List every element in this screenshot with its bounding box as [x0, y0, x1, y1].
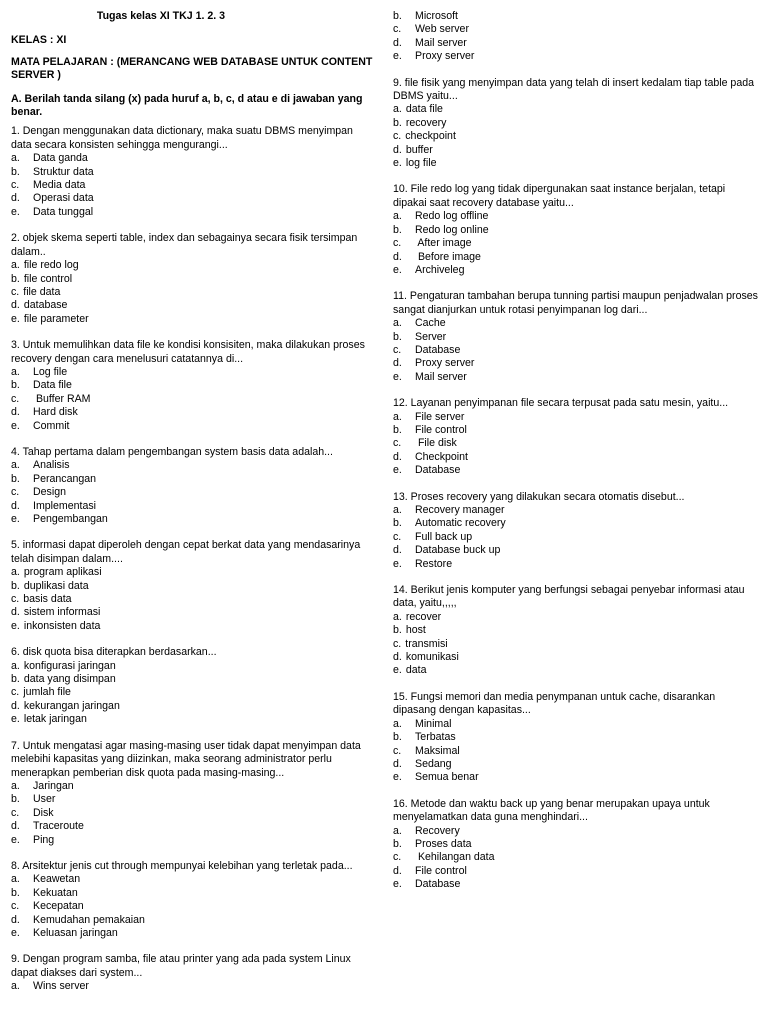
answer-option — [393, 558, 760, 571]
option-letter: e. — [11, 513, 20, 525]
option-text: konfigurasi jaringan — [23, 659, 116, 672]
question-block — [393, 290, 760, 384]
subject-label: MATA PELAJARAN : (MERANCANG WEB DATABASE UNTUK CONTENT SERVER ) — [11, 55, 373, 82]
question-text: 9. Dengan program samba, file atau printer yang ada pada system Linux dapat diakses dari system... — [11, 953, 351, 979]
answer-option — [393, 251, 760, 264]
answer-option — [11, 580, 376, 593]
answer-option — [11, 980, 376, 993]
option-letter: b. — [393, 423, 402, 436]
answer-option — [11, 406, 376, 419]
option-text: log file — [405, 157, 437, 170]
question-block — [393, 798, 760, 892]
option-letter: d. — [393, 864, 402, 877]
answer-option — [393, 464, 760, 477]
option-letter: b. — [11, 673, 20, 686]
option-text: Microsoft — [415, 10, 458, 22]
answer-option — [393, 851, 760, 864]
option-text: Disk — [33, 806, 54, 819]
answer-option — [11, 420, 376, 433]
option-text: Database — [415, 343, 461, 356]
option-text: After image — [415, 237, 472, 250]
option-text: data — [405, 664, 427, 677]
option-text: Buffer RAM — [33, 392, 91, 405]
option-text: Maksimal — [415, 744, 460, 757]
option-letter: e. — [393, 157, 402, 170]
answer-option — [11, 273, 376, 286]
option-letter: e. — [393, 664, 402, 677]
option-letter: e. — [393, 263, 402, 276]
option-text: File server — [415, 410, 465, 423]
option-letter: a. — [11, 980, 20, 993]
option-text: host — [405, 624, 426, 637]
option-text: Implementasi — [33, 499, 96, 512]
option-letter: c. — [393, 437, 402, 450]
option-text: File disk — [415, 437, 457, 450]
question-text: 8. Arsitektur jenis cut through mempunyai kelebihan yang terletak pada... — [11, 859, 353, 872]
option-text: Design — [33, 486, 66, 499]
answer-option — [393, 10, 760, 23]
answer-option — [11, 206, 376, 219]
option-text: file redo log — [23, 259, 79, 272]
option-letter: e. — [393, 878, 402, 891]
option-letter: d. — [11, 913, 20, 926]
option-text: buffer — [405, 143, 433, 156]
answer-option — [393, 517, 760, 530]
answer-option — [11, 620, 376, 633]
answer-option — [393, 437, 760, 450]
answer-option — [11, 366, 376, 379]
option-letter: e. — [11, 833, 20, 846]
answer-option — [393, 130, 760, 143]
option-text: Minimal — [415, 717, 452, 730]
answer-option — [393, 144, 760, 157]
question-text: 4. Tahap pertama dalam pengembangan system basis data adalah... — [11, 445, 333, 458]
option-text: komunikasi — [405, 651, 459, 664]
option-letter: e. — [393, 50, 402, 63]
option-letter: c. — [11, 900, 20, 913]
option-text: Proxy server — [415, 357, 475, 370]
option-text: Kekuatan — [33, 886, 78, 899]
option-letter: a. — [393, 610, 402, 623]
option-text: database — [23, 299, 68, 312]
answer-option — [11, 887, 376, 900]
option-text: Kehilangan data — [415, 851, 495, 864]
answer-option — [393, 718, 760, 731]
answer-option — [393, 37, 760, 50]
option-text: sistem informasi — [23, 606, 101, 619]
option-text: file data — [23, 285, 61, 298]
option-text: Log file — [33, 365, 68, 378]
option-letter: b. — [11, 472, 20, 485]
option-letter: c. — [393, 744, 402, 757]
answer-option — [393, 371, 760, 384]
option-text: Cache — [415, 317, 446, 330]
option-letter: e. — [11, 619, 20, 632]
option-text: File control — [415, 864, 467, 877]
answer-option — [11, 834, 376, 847]
answer-option — [393, 878, 760, 891]
question-text: 5. informasi dapat diperoleh dengan cepat berkat data yang mendasarinya telah disimpan dalam.... — [11, 539, 361, 565]
question-block — [393, 491, 760, 571]
option-letter: a. — [393, 504, 402, 516]
option-letter: c. — [393, 23, 402, 36]
question-text: 12. Layanan penyimpanan file secara terpusat pada satu mesin, yaitu... — [393, 397, 729, 410]
option-letter: c. — [393, 851, 402, 864]
option-text: Database — [415, 878, 461, 891]
option-letter: e. — [393, 464, 402, 477]
question-text: 16. Metode dan waktu back up yang benar merupakan upaya untuk menyelamatkan data guna menghindari... — [393, 797, 710, 824]
option-text: Data tunggal — [33, 205, 94, 218]
option-text: Hard disk — [33, 406, 78, 419]
answer-option — [393, 504, 760, 517]
answer-option — [11, 313, 376, 326]
document-title: Tugas kelas XI TKJ 1. 2. 3 — [96, 10, 226, 22]
option-text: Database buck up — [415, 544, 501, 557]
option-letter: d. — [393, 250, 402, 263]
left-column — [11, 0, 376, 1007]
question-block — [11, 232, 376, 326]
option-text: Keluasan jaringan — [33, 926, 118, 939]
option-letter: b. — [393, 116, 402, 129]
option-letter: e. — [11, 926, 20, 939]
question-block — [11, 339, 376, 433]
answer-option — [11, 393, 376, 406]
option-letter: e. — [393, 370, 402, 383]
option-text: inkonsisten data — [23, 619, 101, 632]
option-text: data file — [405, 103, 443, 116]
option-letter: c. — [393, 130, 402, 143]
answer-option — [393, 23, 760, 36]
answer-option — [11, 793, 376, 806]
answer-option — [393, 424, 760, 437]
option-text: recovery — [405, 116, 447, 129]
option-text: Archiveleg — [415, 263, 465, 276]
option-text: Struktur data — [33, 165, 94, 178]
answer-option — [393, 357, 760, 370]
option-letter: d. — [11, 499, 20, 512]
question-block — [11, 446, 376, 526]
question-block — [393, 691, 760, 785]
answer-option — [393, 331, 760, 344]
option-letter: a. — [393, 317, 402, 330]
option-text: Mail server — [415, 370, 467, 383]
option-text: Server — [415, 330, 447, 343]
option-text: Proxy server — [415, 50, 475, 63]
option-letter: a. — [393, 824, 402, 837]
answer-option — [11, 700, 376, 713]
option-text: Analisis — [33, 459, 70, 472]
option-text: Jaringan — [33, 779, 74, 792]
question-text: 7. Untuk mengatasi agar masing-masing user tidak dapat menyimpan data melebihi kapasitas yang diizinkan, maka seorang administrator perlu menerapkan pemberian disk quota pada masing-masing... — [11, 739, 361, 779]
answer-option — [393, 865, 760, 878]
answer-option — [393, 451, 760, 464]
option-letter: a. — [11, 659, 20, 672]
option-letter: a. — [11, 873, 20, 886]
question-text: 14. Berikut jenis komputer yang berfungsi sebagai penyebar informasi atau data, yaitu,,,,, — [393, 584, 745, 610]
option-letter: b. — [11, 793, 20, 806]
option-text: Recovery manager — [415, 504, 505, 516]
right-question-list — [393, 77, 760, 892]
class-label: KELAS : XI — [11, 34, 67, 47]
answer-option — [393, 344, 760, 357]
question-text: 10. File redo log yang tidak dipergunakan saat instance berjalan, tetapi dipakai saat recovery database yaitu... — [393, 183, 726, 209]
option-letter: a. — [11, 365, 20, 378]
option-text: Recovery — [415, 824, 460, 837]
option-text: Data ganda — [33, 152, 88, 165]
answer-option — [393, 531, 760, 544]
option-text: file parameter — [23, 312, 89, 325]
answer-option — [11, 606, 376, 619]
option-text: Checkpoint — [415, 450, 468, 463]
option-letter: d. — [11, 192, 20, 205]
answer-option — [11, 259, 376, 272]
option-letter: d. — [393, 544, 402, 557]
question-text: 13. Proses recovery yang dilakukan secara otomatis disebut... — [393, 490, 685, 503]
option-letter: a. — [11, 259, 20, 272]
answer-option — [11, 500, 376, 513]
answer-option — [11, 820, 376, 833]
option-letter: a. — [11, 152, 20, 165]
option-text: checkpoint — [405, 130, 456, 143]
option-text: Wins server — [33, 980, 89, 993]
option-letter: a. — [11, 459, 20, 472]
option-text: Perancangan — [33, 472, 97, 485]
option-letter: d. — [11, 820, 20, 833]
option-letter: a. — [393, 410, 402, 423]
question-text: 15. Fungsi memori dan media penympanan untuk cache, disarankan dipasang dengan kapasitas... — [393, 690, 716, 717]
answer-option — [393, 745, 760, 758]
option-letter: c. — [11, 593, 20, 606]
option-letter: e. — [393, 771, 402, 784]
answer-option — [393, 210, 760, 223]
option-text: recover — [405, 610, 442, 623]
option-letter: c. — [393, 637, 402, 650]
answer-option — [11, 900, 376, 913]
answer-option — [393, 224, 760, 237]
answer-option — [393, 771, 760, 784]
question-block — [11, 953, 376, 993]
question-text: 9. file fisik yang menyimpan data yang telah di insert kedalam tiap table pada DBMS yaitu... — [393, 76, 754, 103]
question-block — [393, 584, 760, 678]
answer-option — [393, 638, 760, 651]
option-text: Terbatas — [415, 731, 456, 744]
option-letter: b. — [11, 886, 20, 899]
option-text: transmisi — [405, 637, 448, 650]
option-letter: b. — [393, 731, 402, 744]
option-letter: d. — [393, 357, 402, 370]
question-block — [11, 860, 376, 940]
option-letter: d. — [11, 299, 20, 312]
option-letter: c. — [11, 392, 20, 405]
answer-option — [11, 286, 376, 299]
question-block — [393, 77, 760, 171]
option-letter: d. — [11, 699, 20, 712]
answer-option — [11, 593, 376, 606]
answer-option — [11, 513, 376, 526]
option-letter: b. — [11, 379, 20, 392]
option-letter: d. — [393, 651, 402, 664]
answer-option — [11, 566, 376, 579]
option-letter: e. — [11, 205, 20, 218]
option-letter: c. — [11, 285, 20, 298]
answer-option — [11, 660, 376, 673]
option-letter: d. — [393, 450, 402, 463]
question-text: 3. Untuk memulihkan data file ke kondisi konsisiten, maka dilakukan proses recovery dengan cara menelusuri catatannya di... — [11, 339, 365, 365]
answer-option — [393, 317, 760, 330]
option-letter: b. — [11, 272, 20, 285]
option-text: Restore — [415, 557, 453, 570]
option-text: Kemudahan pemakaian — [33, 913, 145, 926]
option-text: basis data — [23, 593, 72, 606]
option-text: Full back up — [415, 530, 473, 543]
option-text: program aplikasi — [23, 566, 102, 579]
option-letter: b. — [393, 330, 402, 343]
option-letter: d. — [393, 757, 402, 770]
question-text: 6. disk quota bisa diterapkan berdasarkan... — [11, 646, 217, 659]
question-block — [11, 539, 376, 633]
answer-option — [11, 673, 376, 686]
option-letter: d. — [11, 406, 20, 419]
question-block — [393, 183, 760, 277]
option-letter: e. — [11, 312, 20, 325]
option-letter: c. — [11, 486, 20, 499]
option-letter: c. — [393, 343, 402, 356]
answer-option — [11, 914, 376, 927]
option-letter: c. — [11, 179, 20, 192]
option-text: jumlah file — [23, 686, 71, 699]
option-letter: b. — [393, 837, 402, 850]
option-letter: e. — [11, 713, 20, 726]
question-text: 1. Dengan menggunakan data dictionary, maka suatu DBMS menyimpan data secara konsisten sehingga mengurangi... — [11, 125, 353, 151]
option-letter: a. — [393, 717, 402, 730]
option-text: data yang disimpan — [23, 673, 116, 686]
answer-option — [11, 713, 376, 726]
option-letter: b. — [393, 517, 402, 530]
answer-option — [393, 411, 760, 424]
answer-option — [11, 152, 376, 165]
answer-option — [11, 927, 376, 940]
question-block — [11, 125, 376, 219]
option-letter: a. — [393, 210, 402, 223]
answer-option — [11, 486, 376, 499]
option-letter: b. — [11, 165, 20, 178]
option-letter: b. — [11, 579, 20, 592]
option-text: kekurangan jaringan — [23, 699, 120, 712]
answer-option — [11, 166, 376, 179]
option-text: Keawetan — [33, 873, 81, 886]
answer-option — [393, 731, 760, 744]
answer-option — [393, 651, 760, 664]
option-letter: c. — [11, 686, 20, 699]
answer-option — [393, 237, 760, 250]
answer-option — [393, 264, 760, 277]
option-text: Redo log offline — [415, 210, 489, 223]
option-letter: b. — [393, 223, 402, 236]
option-text: Pengembangan — [33, 513, 108, 525]
question-text: 2. objek skema seperti table, index dan sebagainya secara fisik tersimpan dalam.. — [11, 232, 358, 258]
answer-option — [11, 379, 376, 392]
answer-option — [393, 103, 760, 116]
option-letter: a. — [11, 779, 20, 792]
answer-option — [11, 473, 376, 486]
option-letter: a. — [11, 566, 20, 579]
option-letter: d. — [11, 606, 20, 619]
option-text: Traceroute — [33, 820, 84, 833]
answer-option — [11, 807, 376, 820]
option-letter: e. — [11, 419, 20, 432]
option-text: Database — [415, 464, 461, 477]
question-text: 11. Pengaturan tambahan berupa tunning partisi maupun penjadwalan proses sangat dianjurkan untuk rotasi penyimpanan log dari... — [393, 290, 758, 316]
answer-option — [393, 544, 760, 557]
answer-option — [393, 825, 760, 838]
answer-option — [393, 664, 760, 677]
option-text: Redo log online — [415, 223, 489, 236]
option-text: Data file — [33, 379, 72, 392]
question-block — [11, 740, 376, 847]
option-text: File control — [415, 423, 467, 436]
answer-option — [393, 624, 760, 637]
option-text: Ping — [33, 833, 55, 846]
answer-option — [11, 459, 376, 472]
answer-option — [11, 780, 376, 793]
option-letter: a. — [393, 103, 402, 116]
right-column — [393, 0, 760, 905]
option-letter: e. — [393, 557, 402, 570]
option-text: Automatic recovery — [415, 517, 506, 530]
option-text: Sedang — [415, 757, 452, 770]
question-block — [393, 397, 760, 477]
answer-option — [11, 299, 376, 312]
option-letter: c. — [393, 530, 402, 543]
option-letter: c. — [393, 237, 402, 250]
left-question-list — [11, 125, 376, 993]
option-letter: c. — [11, 806, 20, 819]
answer-option — [393, 157, 760, 170]
answer-option — [11, 686, 376, 699]
option-letter: d. — [393, 143, 402, 156]
option-text: letak jaringan — [23, 713, 87, 726]
option-text: duplikasi data — [23, 579, 89, 592]
option-text: Web server — [415, 23, 469, 36]
option-text: User — [33, 793, 56, 806]
option-text: Mail server — [415, 36, 467, 49]
option-text: Semua benar — [415, 771, 479, 784]
option-text: Before image — [415, 250, 481, 263]
question-block — [11, 646, 376, 726]
option-letter: b. — [393, 624, 402, 637]
option-text: Media data — [33, 179, 86, 192]
option-text: Operasi data — [33, 192, 94, 205]
option-letter: d. — [393, 36, 402, 49]
answer-option — [11, 192, 376, 205]
option-text: Proses data — [415, 837, 472, 850]
answer-option — [11, 179, 376, 192]
answer-option — [393, 117, 760, 130]
option-text: Commit — [33, 419, 70, 432]
question-continuation — [393, 10, 760, 64]
option-text: file control — [23, 272, 73, 285]
answer-option — [393, 50, 760, 63]
option-letter: b. — [393, 10, 402, 22]
answer-option — [393, 838, 760, 851]
answer-option — [11, 873, 376, 886]
instruction-text: A. Berilah tanda silang (x) pada huruf a, b, c, d atau e di jawaban yang benar. — [11, 92, 363, 119]
option-text: Kecepatan — [33, 900, 84, 913]
answer-option — [393, 611, 760, 624]
answer-option — [393, 758, 760, 771]
